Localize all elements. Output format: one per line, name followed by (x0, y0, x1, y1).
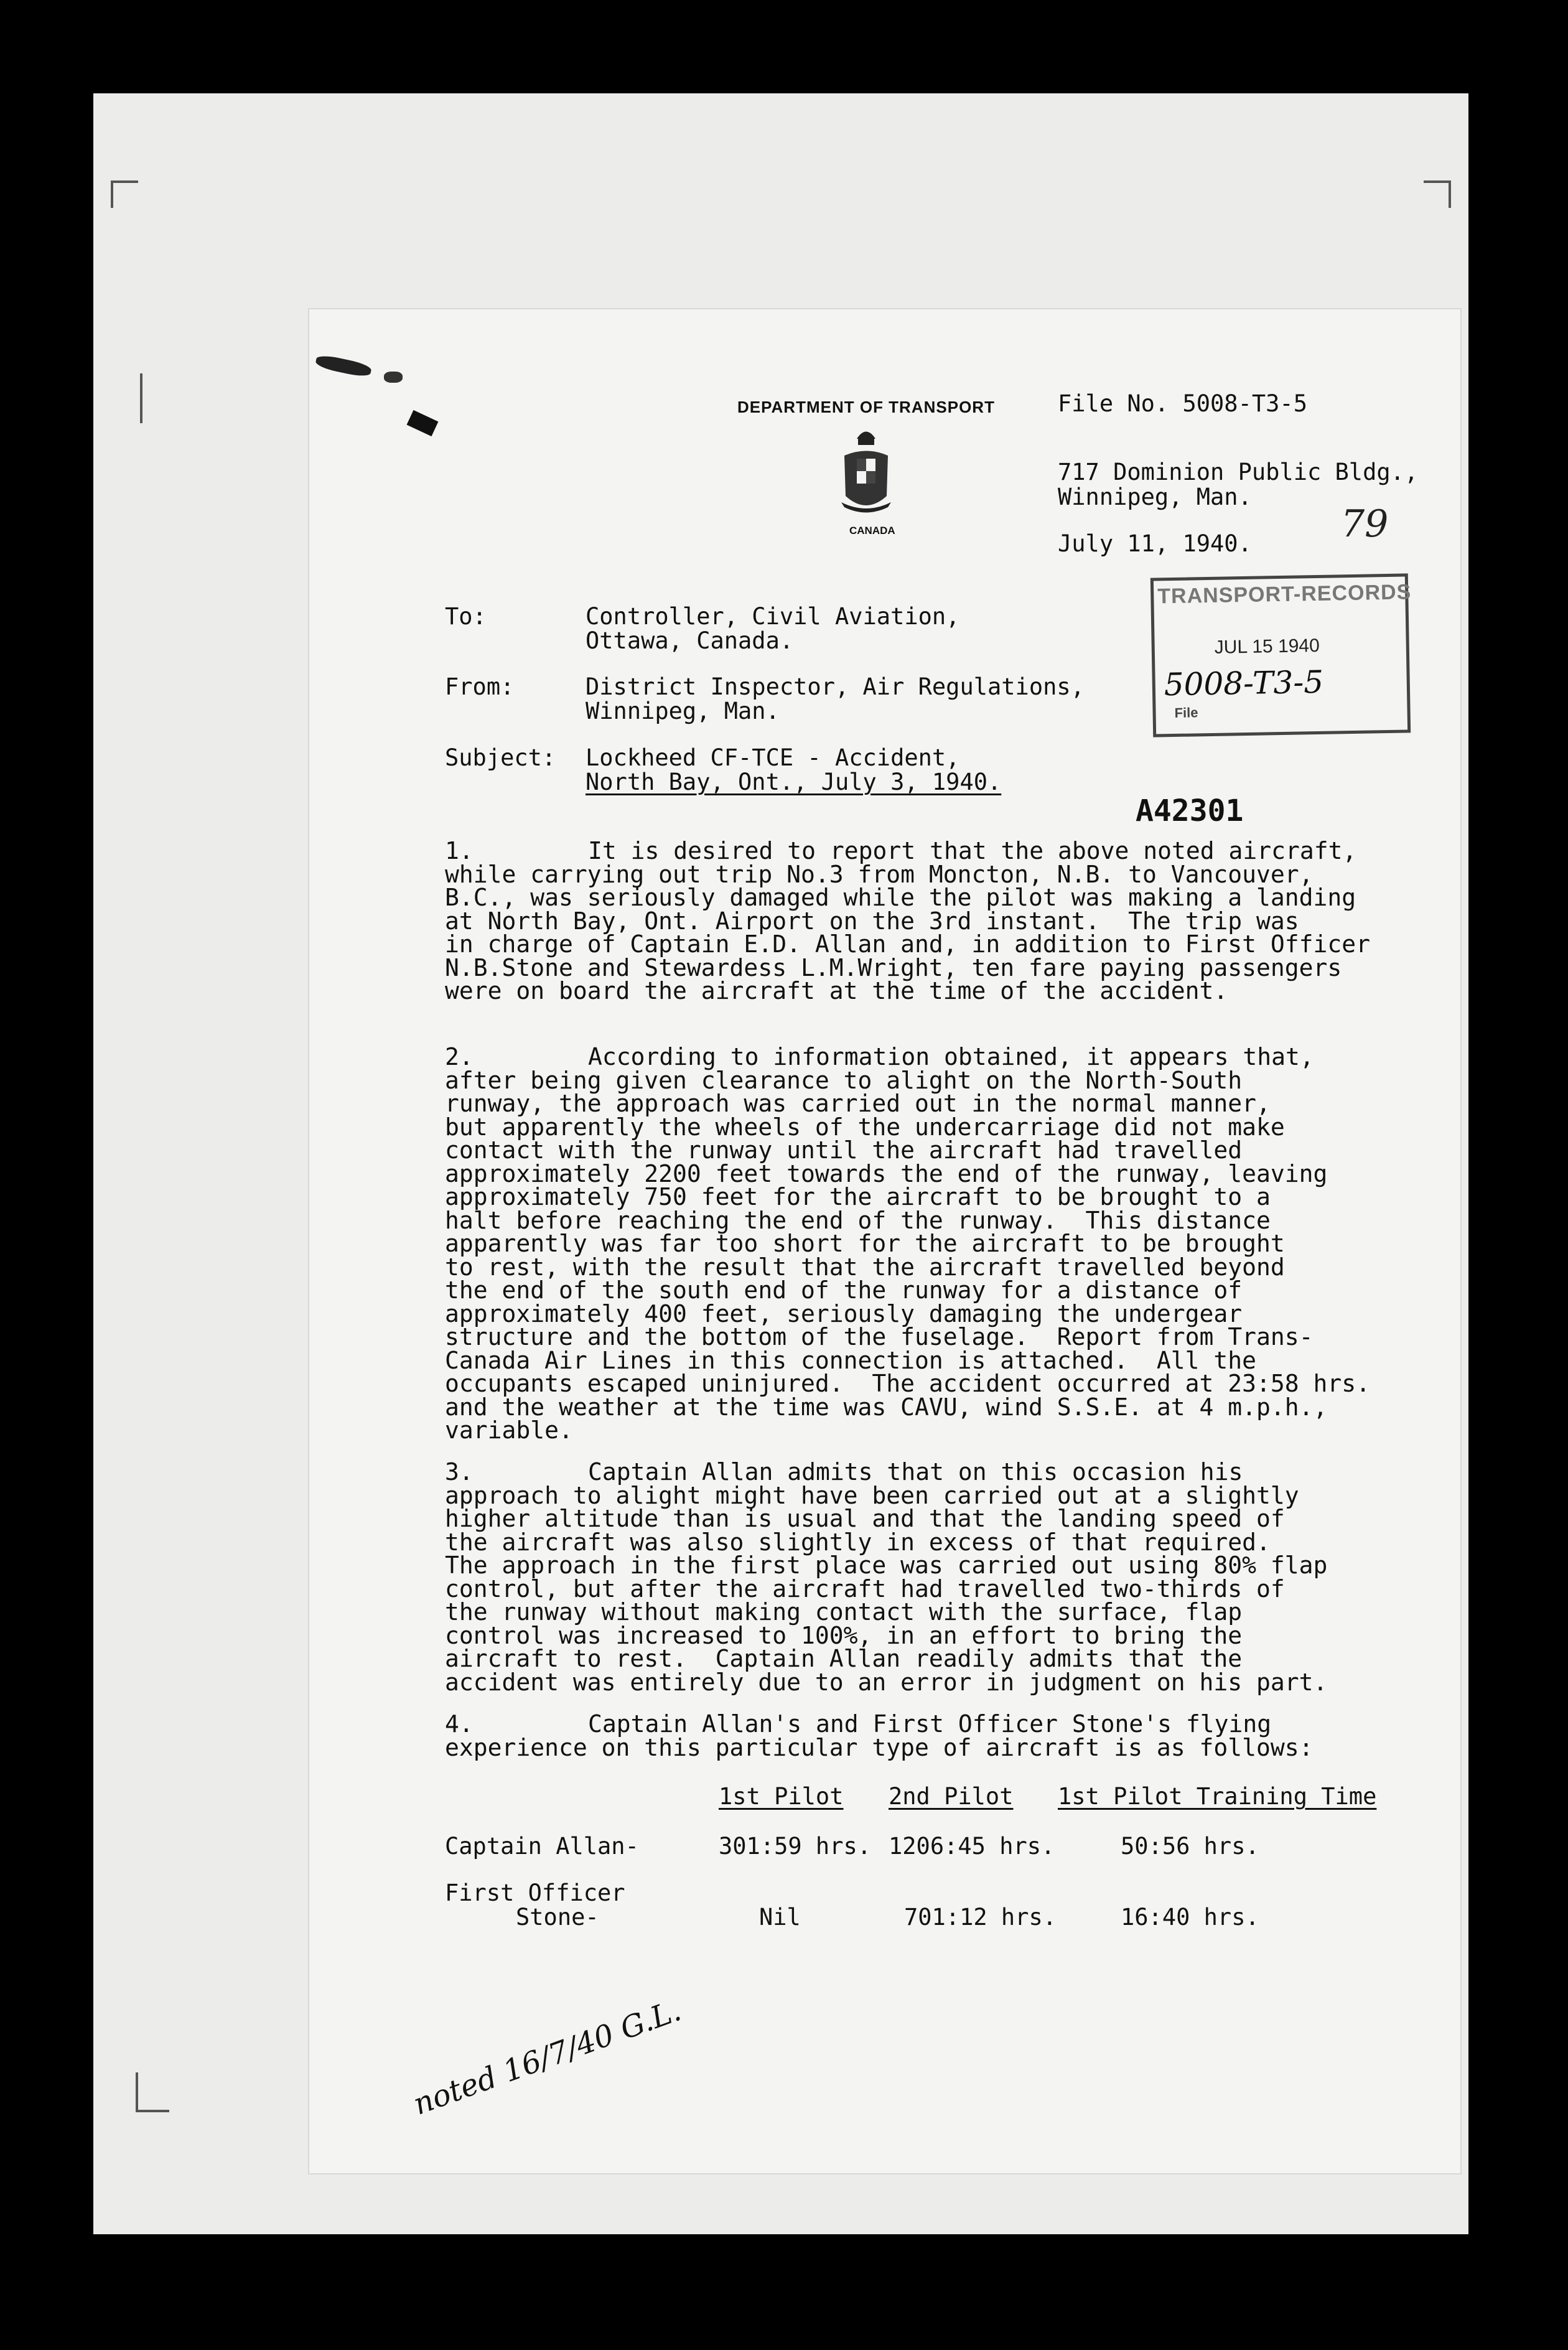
paragraph-line: The approach in the first place was carried out using 80% flap (445, 1552, 1328, 1579)
from-line-2: Winnipeg, Man. (586, 698, 780, 724)
stamp-file-handwritten: 5008-T3-5 (1164, 663, 1324, 703)
table-cell: 16:40 hrs. (1121, 1904, 1259, 1931)
paper-damage-mark (384, 372, 403, 383)
paragraph-number: 1. (445, 837, 474, 864)
paragraph-line: Captain Allan admits that on this occasion his (588, 1458, 1243, 1486)
paragraph-line: but apparently the wheels of the undercarriage did not make (445, 1113, 1285, 1141)
paragraph-line: halt before reaching the end of the runway. This distance (445, 1206, 1271, 1234)
paragraph-line: runway, the approach was carried out in the normal manner, (445, 1090, 1271, 1117)
paragraph-line: and the weather at the time was CAVU, wind S.S.E. at 4 m.p.h., (445, 1393, 1328, 1421)
paragraph-line: apparently was far too short for the aircraft to be brought (445, 1230, 1285, 1257)
paragraph-line: approximately 2200 feet towards the end of the runway, leaving (445, 1159, 1328, 1187)
paragraph-line: accident was entirely due to an error in judgment on his part. (445, 1668, 1328, 1696)
from-line-1: District Inspector, Air Regulations, (586, 673, 1085, 700)
letter-date: July 11, 1940. (1058, 530, 1252, 557)
paragraph-line: approximately 400 feet, seriously damaging the undergear (445, 1299, 1243, 1327)
table-row-name: Captain Allan- (445, 1833, 639, 1860)
to-label: To: (445, 603, 487, 630)
paragraph-line: N.B.Stone and Stewardess L.M.Wright, ten fare paying passengers (445, 953, 1342, 981)
paper-damage-mark (407, 410, 439, 436)
subject-line-1: Lockheed CF-TCE - Accident, (586, 744, 960, 771)
paragraph-line: Captain Allan's and First Officer Stone's flying (588, 1710, 1272, 1738)
table-row-name: First Officer (445, 1880, 625, 1906)
paragraph-line: the aircraft was also slightly in excess of that required. (445, 1528, 1271, 1556)
paragraph-line: It is desired to report that the above noted aircraft, (588, 837, 1357, 864)
paragraph-line: control, but after the aircraft had travelled two-thirds of (445, 1575, 1285, 1603)
paragraph-line: at North Bay, Ont. Airport on the 3rd instant. The trip was (445, 907, 1299, 935)
paragraph-line: the end of the south end of the runway for a distance of (445, 1276, 1243, 1304)
table-cell: 301:59 hrs. (719, 1833, 872, 1860)
paragraph-line: experience on this particular type of aircraft is as follows: (445, 1733, 1314, 1761)
paragraph-line: aircraft to rest. Captain Allan readily admits that the (445, 1645, 1243, 1672)
paragraph-line: Canada Air Lines in this connection is attached. All the (445, 1346, 1257, 1374)
address-line-1: 717 Dominion Public Bldg., (1058, 459, 1419, 485)
paragraph-line: B.C., was seriously damaged while the pilot was making a landing (445, 884, 1356, 911)
stamp-header: TRANSPORT-RECORDS (1157, 580, 1412, 609)
paragraph-line: the runway without making contact with the surface, flap (445, 1598, 1243, 1626)
page-annotation: 79 (1341, 502, 1389, 546)
paragraph-number: 3. (445, 1458, 474, 1486)
to-line-1: Controller, Civil Aviation, (586, 603, 960, 630)
paragraph-line: According to information obtained, it appears that, (588, 1043, 1314, 1070)
paragraph-number: 4. (445, 1710, 474, 1738)
paragraph-line: were on board the aircraft at the time of the accident. (445, 977, 1228, 1004)
received-stamp (1150, 573, 1411, 737)
paragraph-line: to rest, with the result that the aircraft travelled beyond (445, 1253, 1285, 1281)
reference-number: A42301 (1136, 793, 1244, 828)
paragraph-line: structure and the bottom of the fuselage. Report from Trans- (445, 1323, 1314, 1351)
paragraph-line: variable. (445, 1416, 573, 1444)
from-label: From: (445, 673, 515, 700)
table-cell: Nil (759, 1904, 801, 1931)
table-row-name: Stone- (516, 1904, 599, 1931)
paragraph-line: in charge of Captain E.D. Allan and, in addition to First Officer (445, 930, 1371, 958)
to-line-2: Ottawa, Canada. (586, 627, 794, 654)
paper-damage-mark (315, 353, 373, 378)
table-cell: 701:12 hrs. (904, 1904, 1057, 1931)
stamp-date: JUL 15 1940 (1214, 635, 1320, 658)
paragraph-number: 2. (445, 1043, 474, 1070)
table-cell: 50:56 hrs. (1121, 1833, 1259, 1860)
paragraph-line: while carrying out trip No.3 from Moncton, N.B. to Vancouver, (445, 860, 1314, 888)
table-header-1st-pilot: 1st Pilot (719, 1783, 844, 1810)
paragraph-line: contact with the runway until the aircraft had travelled (445, 1136, 1243, 1164)
canada-crest-icon (838, 421, 894, 521)
department-heading: DEPARTMENT OF TRANSPORT (737, 398, 995, 416)
table-header-training-time: 1st Pilot Training Time (1058, 1783, 1377, 1810)
subject-line-2: North Bay, Ont., July 3, 1940. (586, 769, 1002, 795)
paragraph-line: higher altitude than is usual and that the landing speed of (445, 1505, 1285, 1532)
letter-page (309, 309, 1460, 2173)
stamp-file-label: File (1174, 705, 1198, 721)
paragraph-line: approximately 750 feet for the aircraft to be brought to a (445, 1183, 1271, 1210)
paragraph-line: after being given clearance to alight on the North-South (445, 1066, 1243, 1094)
paragraph-line: control was increased to 100%, in an effort to bring the (445, 1621, 1243, 1649)
file-number: File No. 5008-T3-5 (1058, 390, 1307, 417)
table-cell: 1206:45 hrs. (889, 1833, 1055, 1860)
subject-label: Subject: (445, 744, 556, 771)
paragraph-line: approach to alight might have been carried out at a slightly (445, 1481, 1299, 1509)
table-header-2nd-pilot: 2nd Pilot (889, 1783, 1014, 1810)
crest-caption: CANADA (849, 525, 895, 536)
handwritten-note: noted 16/7/40 G.L. (409, 1993, 686, 2122)
paragraph-line: occupants escaped uninjured. The accident occurred at 23:58 hrs. (445, 1370, 1371, 1397)
address-line-2: Winnipeg, Man. (1058, 484, 1252, 510)
